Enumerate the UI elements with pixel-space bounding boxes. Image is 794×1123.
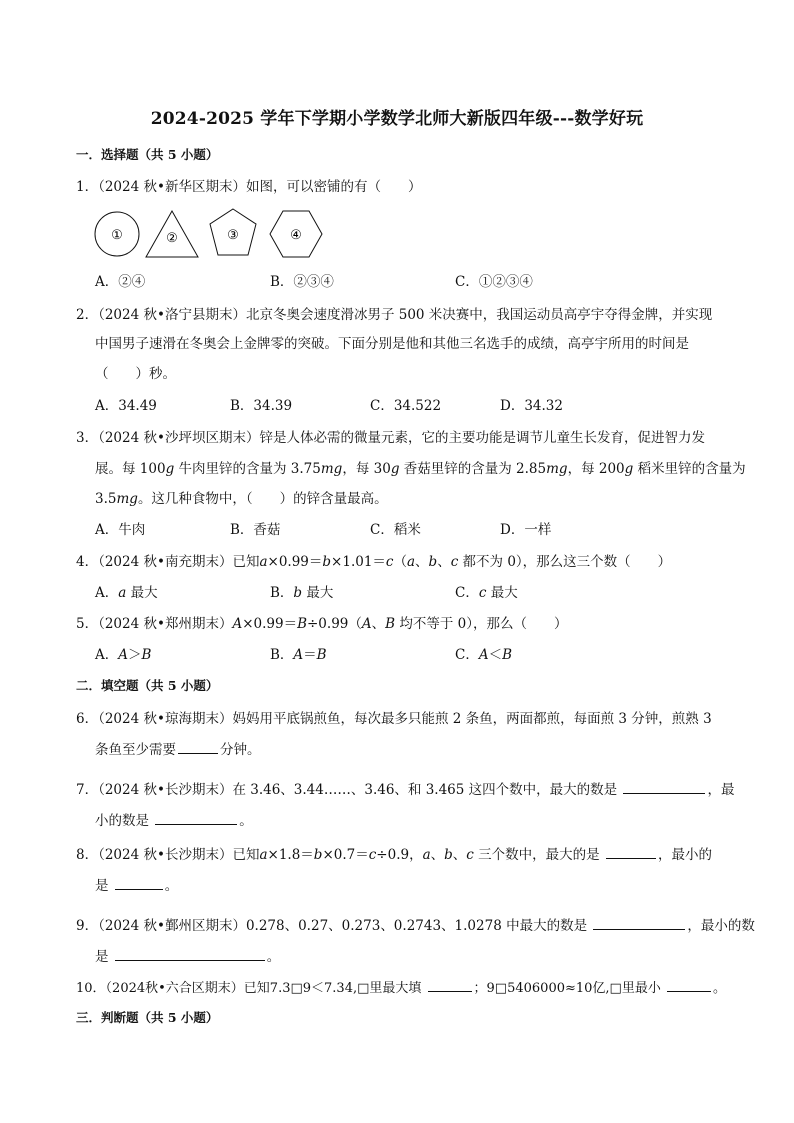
- shape-label-3: ③: [227, 228, 239, 243]
- q2-option-b: B．34.39: [230, 398, 293, 414]
- section-heading-fill: 二．填空题（共 5 小题）: [76, 678, 219, 693]
- q5-option-b: B．A＝B: [270, 647, 327, 663]
- question-3-line-1: 3．（2024 秋•沙坪坝区期末）锌是人体必需的微量元素，它的主要功能是调节儿童生长发育，促进智力发: [76, 430, 705, 446]
- q4-option-c: C．c 最大: [455, 585, 518, 601]
- answer-blank: [155, 812, 237, 825]
- q3-option-b: B．香菇: [230, 522, 281, 538]
- section-heading-judge: 三．判断题（共 5 小题）: [76, 1010, 219, 1025]
- answer-blank: [428, 979, 472, 992]
- question-1-stem: 1．（2024 秋•新华区期末）如图，可以密铺的有（ ）: [76, 179, 422, 195]
- q1-option-c: C．①②③④: [455, 274, 533, 290]
- q4-option-b: B．b 最大: [270, 585, 334, 601]
- q3-option-d: D．一样: [500, 522, 552, 538]
- question-6-line-2: 条鱼至少需要 分钟。: [95, 742, 261, 758]
- question-8-line-1: 8．（2024 秋•长沙期末）已知a×1.8＝b×0.7＝c÷0.9，a、b、c 三个数中，最大的是 ，最小的: [76, 847, 712, 863]
- answer-blank: [667, 979, 711, 992]
- question-4-stem: 4．（2024 秋•南充期末）已知a×0.99＝b×1.01＝c（a、b、c 都不为 0），那么这三个数（ ）: [76, 554, 672, 570]
- question-3-line-3: 3.5mg。这几种食物中，（ ）的锌含量最高。: [95, 491, 388, 507]
- question-6-line-1: 6．（2024 秋•琼海期末）妈妈用平底锅煎鱼，每次最多只能煎 2 条鱼，两面都煎，每面煎 3 分钟，煎熟 3: [76, 711, 712, 727]
- question-2-line-2: 中国男子速滑在冬奥会上金牌零的突破。下面分别是他和其他三名选手的成绩，高亭宇所用的时间是: [95, 336, 689, 352]
- q2-option-d: D．34.32: [500, 398, 563, 414]
- question-7-line-2: 小的数是 。: [95, 813, 253, 829]
- shape-label-4: ④: [290, 228, 302, 243]
- answer-blank: [593, 917, 685, 930]
- shapes-figure: [92, 204, 332, 266]
- q3-option-c: C．稻米: [370, 522, 421, 538]
- question-3-line-2: 展。每 100g 牛肉里锌的含量为 3.75mg，每 30g 香菇里锌的含量为 2.85mg，每 200g 稻米里锌的含量为: [95, 461, 746, 477]
- question-2-line-3: （ ）秒。: [95, 366, 176, 382]
- question-9-line-2: 是 。: [95, 949, 281, 965]
- question-8-line-2: 是 。: [95, 878, 179, 894]
- page-title: 2024-2025 学年下学期小学数学北师大新版四年级---数学好玩: [150, 109, 644, 129]
- q3-option-a: A．牛肉: [95, 522, 146, 538]
- q5-option-a: A．A＞B: [95, 647, 152, 663]
- answer-blank: [623, 781, 705, 794]
- shape-label-1: ①: [111, 228, 123, 243]
- answer-blank: [115, 948, 265, 961]
- q4-option-a: A．a 最大: [95, 585, 158, 601]
- answer-blank: [115, 877, 163, 890]
- question-9-line-1: 9．（2024 秋•鄞州区期末）0.278、0.27、0.273、0.2743、1.0278 中最大的数是 ，最小的数: [76, 918, 755, 934]
- shape-label-2: ②: [166, 231, 178, 246]
- question-10-line-1: 10．（2024秋•六合区期末）已知7.3□9＜7.34,□里最大填 ；9□5406000≈10亿,□里最小 。: [76, 981, 726, 996]
- q2-option-a: A．34.49: [95, 398, 157, 414]
- question-5-stem: 5．（2024 秋•郑州期末）A×0.99＝B÷0.99（A、B 均不等于 0），那么（ ）: [76, 616, 568, 632]
- question-2-line-1: 2．（2024 秋•洛宁县期末）北京冬奥会速度滑冰男子 500 米决赛中，我国运动员高亭宇夺得金牌，并实现: [76, 307, 713, 323]
- q1-option-a: A．②④: [95, 274, 146, 290]
- q2-option-c: C．34.522: [370, 398, 442, 414]
- q5-option-c: C．A＜B: [455, 647, 513, 663]
- q1-option-b: B．②③④: [270, 274, 334, 290]
- section-heading-choice: 一．选择题（共 5 小题）: [76, 147, 219, 162]
- answer-blank: [178, 741, 218, 754]
- answer-blank: [606, 846, 656, 859]
- question-7-line-1: 7．（2024 秋•长沙期末）在 3.46、3.44……、3.46、和 3.465 这四个数中，最大的数是 ，最: [76, 782, 735, 798]
